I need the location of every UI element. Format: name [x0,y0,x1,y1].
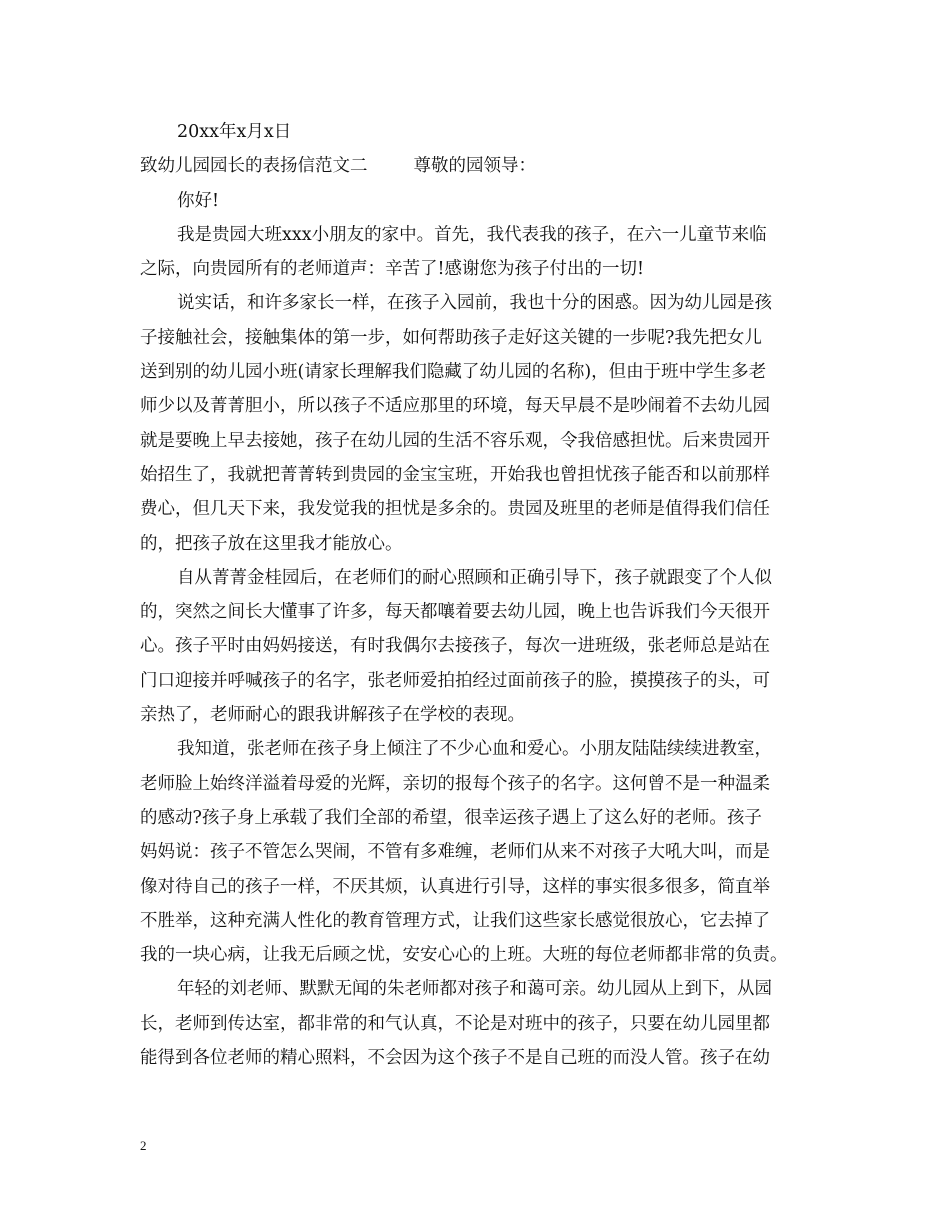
title-line [140,149,830,183]
body-line: 长，老师到传达室，都非常的和气认真，不论是对班中的孩子，只要在幼儿园里都 [140,1013,770,1034]
body-line: 亲热了，老师耐心的跟我讲解孩子在学校的表现。 [140,705,525,726]
body-line: 的，把孩子放在这里我才能放心。 [140,533,403,554]
greeting-line: 你好! [177,190,220,211]
body-line: 子接触社会，接触集体的第一步，如何帮助孩子走好这关键的一步呢?我先把女儿 [140,327,762,348]
body-line: 门口迎接并呼喊孩子的名字，张老师爱拍拍经过面前孩子的脸，摸摸孩子的头，可 [140,670,770,691]
body-line: 送到别的幼儿园小班(请家长理解我们隐藏了幼儿园的名称)，但由于班中学生多老 [140,362,767,383]
letter-title: 致幼儿园园长的表扬信范文二 [140,156,368,177]
body-line: 说实话，和许多家长一样，在孩子入园前，我也十分的困惑。因为幼儿园是孩 [177,293,772,314]
page-number: 2 [140,1138,147,1153]
body-line: 心。孩子平时由妈妈接送，有时我偶尔去接孩子，每次一进班级，张老师总是站在 [140,636,770,657]
body-line: 年轻的刘老师、默默无闻的朱老师都对孩子和蔼可亲。幼儿园从上到下，从园 [177,979,772,1000]
body-line: 的感动?孩子身上承载了我们全部的希望，很幸运孩子遇上了这么好的老师。孩子 [140,807,762,828]
date-line: 20xx年x月x日 [177,122,292,142]
body-line: 之际，向贵园所有的老师道声：辛苦了!感谢您为孩子付出的一切! [140,259,645,280]
body-line: 我的一块心病，让我无后顾之忧，安安心心的上班。大班的每位老师都非常的负责。 [140,945,788,966]
body-line: 老师脸上始终洋溢着母爱的光辉，亲切的报每个孩子的名字。这何曾不是一种温柔 [140,773,770,794]
body-line: 像对待自己的孩子一样，不厌其烦，认真进行引导，这样的事实很多很多，简直举 [140,876,770,897]
body-line: 师少以及菁菁胆小，所以孩子不适应那里的环境，每天早晨不是吵闹着不去幼儿园 [140,396,770,417]
body-line: 我是贵园大班xxx小朋友的家中。首先，我代表我的孩子，在六一儿童节来临 [177,224,767,245]
body-line: 自从菁菁金桂园后，在老师们的耐心照顾和正确引导下，孩子就跟变了个人似 [177,567,772,588]
body-line: 的，突然之间长大懂事了许多，每天都嚷着要去幼儿园，晚上也告诉我们今天很开 [140,602,770,623]
body-line: 就是要晚上早去接她，孩子在幼儿园的生活不容乐观，令我倍感担忧。后来贵园开 [140,430,770,451]
body-line: 不胜举，这种充满人性化的教育管理方式，让我们这些家长感觉很放心，它去掉了 [140,910,770,931]
body-line: 始招生了，我就把菁菁转到贵园的金宝宝班，开始我也曾担忧孩子能否和以前那样 [140,464,770,485]
body-line: 能得到各位老师的精心照料，不会因为这个孩子不是自己班的而没人管。孩子在幼 [140,1048,770,1069]
body-line: 我知道，张老师在孩子身上倾注了不少心血和爱心。小朋友陆陆续续进教室， [177,739,772,760]
body-line: 妈妈说：孩子不管怎么哭闹，不管有多难缠，老师们从来不对孩子大吼大叫，而是 [140,842,770,863]
salutation: 尊敬的园领导： [413,156,536,177]
body-line: 费心，但几天下来，我发觉我的担忧是多余的。贵园及班里的老师是值得我们信任 [140,499,770,520]
letter-body [140,115,830,1075]
